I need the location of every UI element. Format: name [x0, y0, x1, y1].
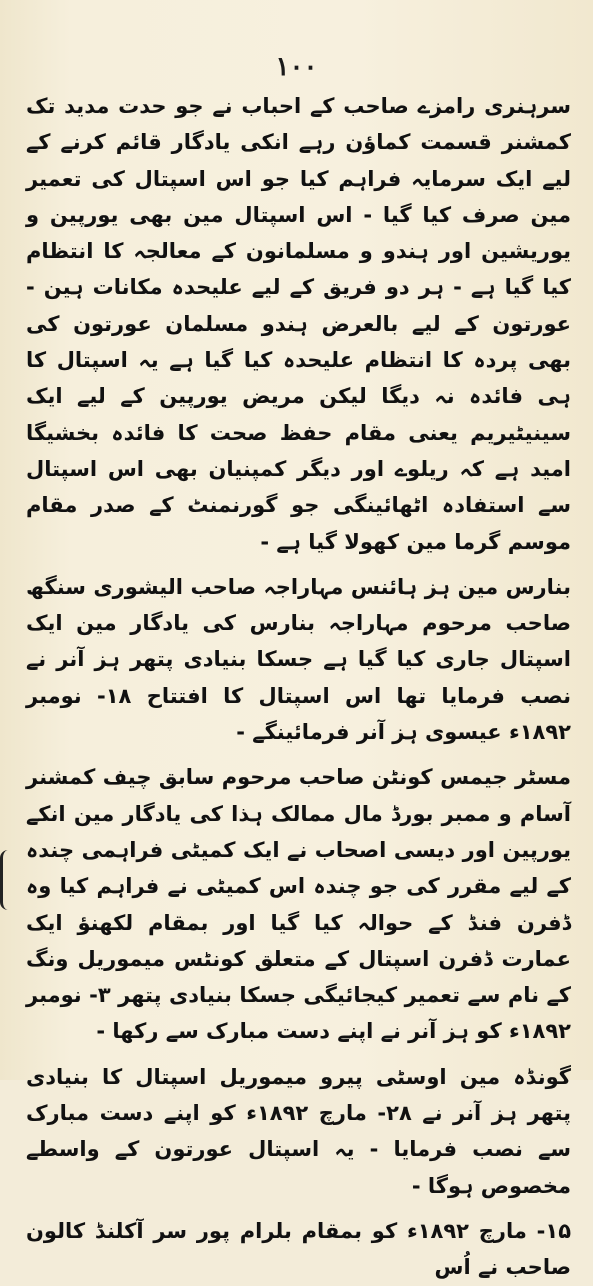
- page-edge-mark: [0, 850, 13, 910]
- body-text: [26, 88, 571, 1286]
- paragraph-quinton-memorial: مسٹر جیمس کونٹن صاحب مرحوم سابق چیف کمشنر آسام و ممبر بورڈ مال ممالک ہذا کی یادگار مین انکے یورپین اور دیسی اصحاب نے ایک کمیٹی فراہمی چندہ کے لیے مقرر کی جو چندہ اس کمیٹی نے فراہم کیا وہ ڈفرن فنڈ کے حوالہ کیا گیا اور بمقام لکھنؤ ایک عمارت ڈفرن اسپتال کے متعلق کونٹس میموریل ونگ کے نام سے تعمیر کیجائیگی جسکا بنیادی پتھر ۳- نومبر ۱۸۹۲ء کو ہز آنر نے اپنے دست مبارک سے رکھا -: [26, 765, 571, 1044]
- paragraph-benares-hospital: بنارس مین ہز ہائنس مہاراجہ صاحب الیشوری سنگھ صاحب مرحوم مہاراجہ بنارس کی یادگار مین ایک اسپتال جاری کیا گیا ہے جسکا بنیادی پتھر ہز آنر نے نصب فرمایا تھا اس اسپتال کا افتتاح ۱۸- نومبر ۱۸۹۲ء عیسوی ہز آنر فرمائینگے -: [26, 574, 572, 745]
- paragraph-balrampur: ۱۵- مارچ ۱۸۹۲ء کو بمقام بلرام پور سر آکلنڈ کالون صاحب نے اُس: [26, 1218, 572, 1280]
- page-number: ۱۰۰: [275, 52, 318, 82]
- paragraph-ramsay-hospital: سرہنری رامزے صاحب کے احباب نے جو حدت مدید تک کمشنر قسمت کماؤن رہے انکی یادگار قائم کرنے کے لیے ایک سرمایہ فراہم کیا جو اس اسپتال کی تعمیر مین صرف کیا گیا - اس اسپتال مین بھی یورپین و یوریشین اور ہندو و مسلمانون کے معالجہ کا انتظام کیا گیا ہے - ہر دو فریق کے لیے علیحدہ مکانات ہین - عورتون کے لیے بالعرض ہندو مسلمان عورتون کی بھی پردہ کا انتظام علیحدہ کیا گیا ہے یہ اسپتال کا ہی فائدہ نہ دیگا لیکن مریض یورپین کے لیے ایک سینیٹیریم یعنی مقام حفظ صحت کا فائدہ بخشیگا امید ہے کہ ریلوے اور دیگر کمپنیان بھی اس اسپتال سے استفادہ اٹھائینگی جو گورنمنٹ کے صدر مقام موسم گرما مین کھولا گیا ہے -: [26, 94, 571, 554]
- paragraph-gonda-hospital: گونڈہ مین اوسٹی پیرو میموریل اسپتال کا بنیادی پتھر ہز آنر نے ۲۸- مارچ ۱۸۹۲ء کو اپنے دست مبارک سے نصب فرمایا - یہ اسپتال عورتون کے واسطے مخصوص ہوگا -: [26, 1064, 571, 1198]
